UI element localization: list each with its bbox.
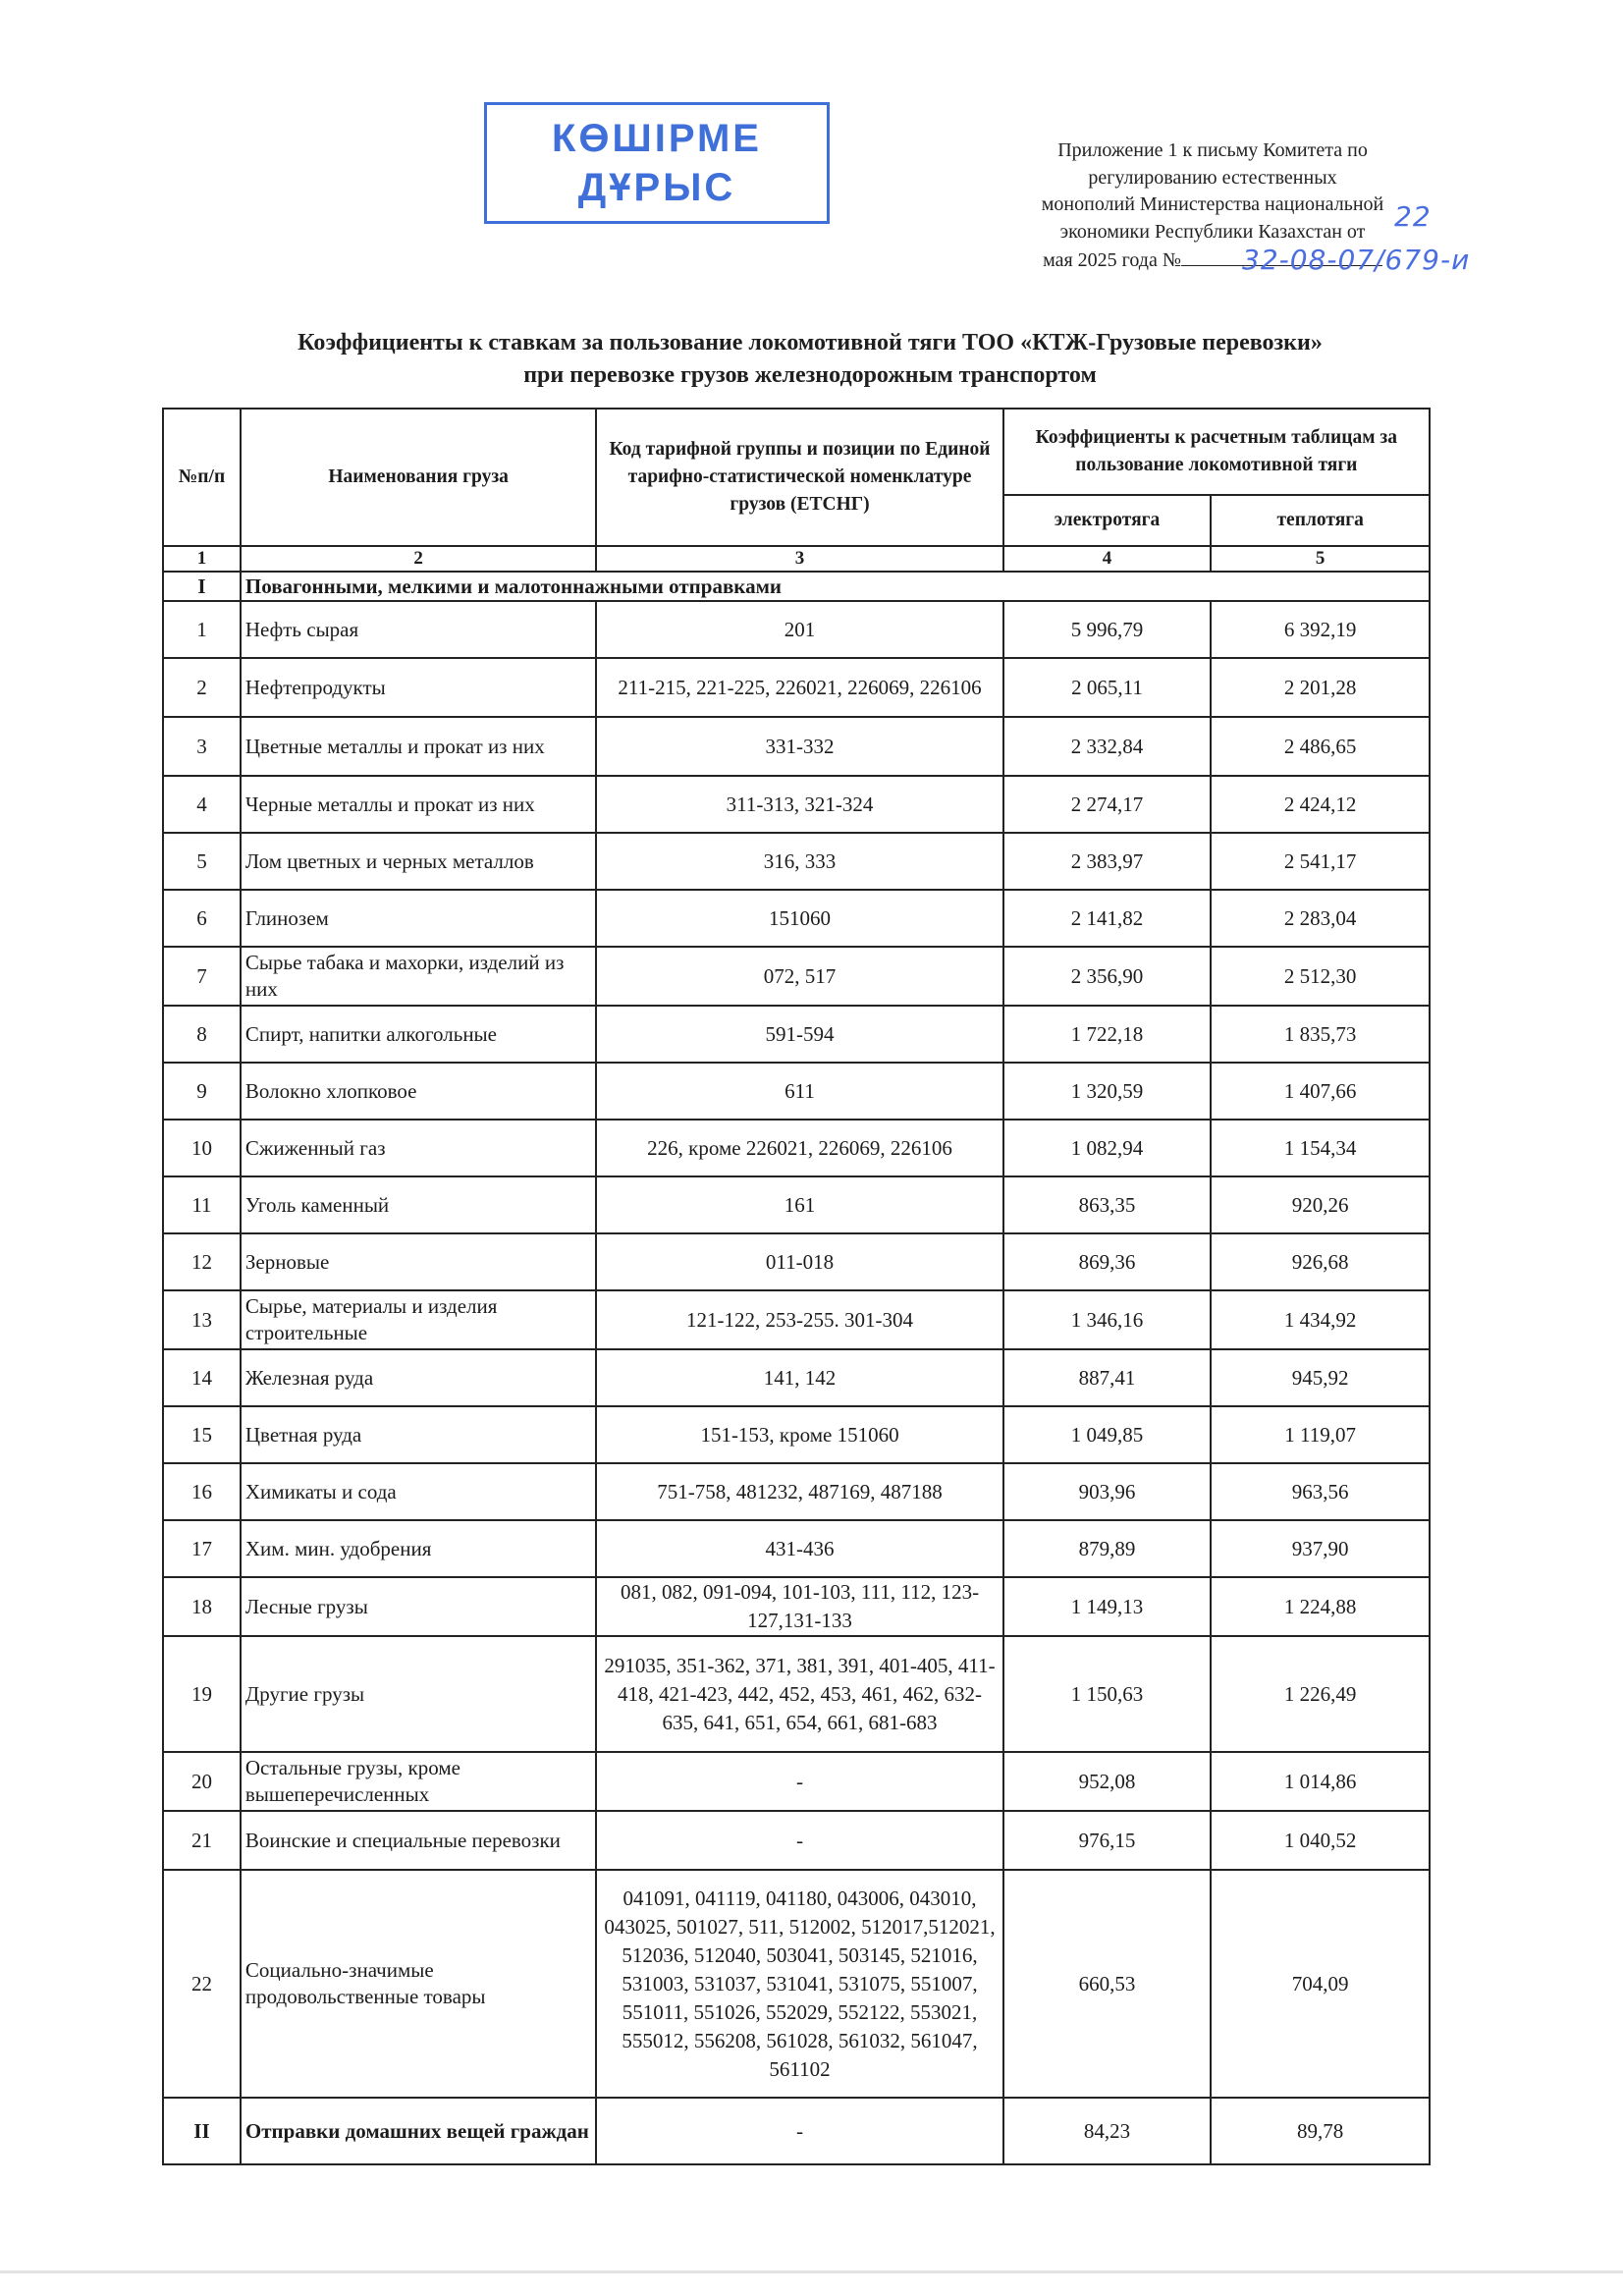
- scan-edge-line: [0, 2270, 1623, 2273]
- table-row: [163, 1752, 1430, 1811]
- row-num: 5: [163, 833, 241, 890]
- row-diesel: 1 407,66: [1211, 1063, 1430, 1120]
- row-num: 14: [163, 1349, 241, 1406]
- row-diesel: 2 201,28: [1211, 658, 1430, 717]
- row-electric: 1 346,16: [1003, 1290, 1212, 1349]
- appendix-line: экономики Республики Казахстан от: [1059, 220, 1366, 243]
- row-code: 316, 333: [596, 833, 1002, 890]
- row-diesel: 2 424,12: [1211, 776, 1430, 833]
- row-code: 072, 517: [596, 947, 1002, 1006]
- row-name: Спирт, напитки алкогольные: [241, 1006, 597, 1063]
- row-num: 7: [163, 947, 241, 1006]
- row-electric: 5 996,79: [1003, 601, 1212, 658]
- coefficients-table: [162, 408, 1431, 2165]
- row-code: 151-153, кроме 151060: [596, 1406, 1002, 1463]
- stamp-line-1: КӨШІРМЕ: [552, 117, 762, 160]
- col-number: 1: [163, 546, 241, 572]
- row-diesel: 704,09: [1211, 1870, 1430, 2098]
- row-name: Химикаты и сода: [241, 1463, 597, 1520]
- table-row: [163, 717, 1430, 776]
- row-diesel: 1 224,88: [1211, 1577, 1430, 1636]
- header-electric: электротяга: [1003, 495, 1212, 546]
- appendix-line: монополий Министерства национальной: [1041, 193, 1384, 215]
- row-code: 611: [596, 1063, 1002, 1120]
- row-electric: 903,96: [1003, 1463, 1212, 1520]
- row-name: Глинозем: [241, 890, 597, 947]
- row-diesel: 2 486,65: [1211, 717, 1430, 776]
- row-electric: 1 049,85: [1003, 1406, 1212, 1463]
- row-diesel: 1 119,07: [1211, 1406, 1430, 1463]
- row-code: 151060: [596, 890, 1002, 947]
- row-code: 141, 142: [596, 1349, 1002, 1406]
- appendix-line-date: мая 2025 года №: [1011, 246, 1414, 275]
- row-diesel: 1 040,52: [1211, 1811, 1430, 1870]
- col-number: 5: [1211, 546, 1430, 572]
- row-num: 2: [163, 658, 241, 717]
- section-title: Повагонными, мелкими и малотоннажными отправками: [241, 572, 1430, 601]
- row-electric: 887,41: [1003, 1349, 1212, 1406]
- table-row: [163, 1063, 1430, 1120]
- table-body: [163, 601, 1430, 2098]
- document-title: [147, 327, 1473, 392]
- row-electric: 976,15: [1003, 1811, 1212, 1870]
- row-num: 4: [163, 776, 241, 833]
- row-diesel: 1 014,86: [1211, 1752, 1430, 1811]
- row-code: 431-436: [596, 1520, 1002, 1577]
- header-name: Наименования груза: [241, 409, 597, 546]
- row-num: 18: [163, 1577, 241, 1636]
- title-line-2: при перевозке грузов железнодорожным транспортом: [523, 362, 1097, 388]
- handwritten-number: 32-08-07/679-и: [1242, 244, 1471, 276]
- header-coef-group: Коэффициенты к расчетным таблицам за пользование локомотивной тяги: [1003, 409, 1430, 495]
- handwritten-day: 22: [1394, 200, 1432, 233]
- row-code: 121-122, 253-255. 301-304: [596, 1290, 1002, 1349]
- row-code: -: [596, 2098, 1002, 2164]
- row-name: Лесные грузы: [241, 1577, 597, 1636]
- row-diesel: 2 512,30: [1211, 947, 1430, 1006]
- section-row: [163, 572, 1430, 601]
- table-row-section-2: [163, 2098, 1430, 2164]
- table-row: [163, 1006, 1430, 1063]
- row-num: 10: [163, 1120, 241, 1176]
- row-electric: 1 150,63: [1003, 1636, 1212, 1752]
- row-diesel: 6 392,19: [1211, 601, 1430, 658]
- col-number: 4: [1003, 546, 1212, 572]
- row-name: Другие грузы: [241, 1636, 597, 1752]
- row-num: 12: [163, 1233, 241, 1290]
- row-code: 011-018: [596, 1233, 1002, 1290]
- table-row: [163, 947, 1430, 1006]
- row-diesel: 1 154,34: [1211, 1120, 1430, 1176]
- row-name: Зерновые: [241, 1233, 597, 1290]
- row-num: 8: [163, 1006, 241, 1063]
- row-name: Нефтепродукты: [241, 658, 597, 717]
- row-diesel: 1 434,92: [1211, 1290, 1430, 1349]
- row-electric: 2 383,97: [1003, 833, 1212, 890]
- table-row: [163, 1290, 1430, 1349]
- row-name: Хим. мин. удобрения: [241, 1520, 597, 1577]
- appendix-line: Приложение 1 к письму Комитета по: [1057, 139, 1368, 161]
- table-row: [163, 1870, 1430, 2098]
- table-row: [163, 776, 1430, 833]
- row-code: 311-313, 321-324: [596, 776, 1002, 833]
- row-num: II: [163, 2098, 241, 2164]
- row-electric: 879,89: [1003, 1520, 1212, 1577]
- table-row: [163, 1233, 1430, 1290]
- row-name: Черные металлы и прокат из них: [241, 776, 597, 833]
- row-name: Железная руда: [241, 1349, 597, 1406]
- table-row: [163, 890, 1430, 947]
- row-diesel: 945,92: [1211, 1349, 1430, 1406]
- table-row: [163, 833, 1430, 890]
- row-code: -: [596, 1811, 1002, 1870]
- table-row: [163, 1636, 1430, 1752]
- row-diesel: 920,26: [1211, 1176, 1430, 1233]
- row-name: Нефть сырая: [241, 601, 597, 658]
- row-electric: 2 141,82: [1003, 890, 1212, 947]
- row-electric: 1 149,13: [1003, 1577, 1212, 1636]
- row-code: 161: [596, 1176, 1002, 1233]
- row-electric: 869,36: [1003, 1233, 1212, 1290]
- row-electric: 2 274,17: [1003, 776, 1212, 833]
- table-row: [163, 658, 1430, 717]
- row-electric: 660,53: [1003, 1870, 1212, 2098]
- row-electric: 1 722,18: [1003, 1006, 1212, 1063]
- row-code: 081, 082, 091-094, 101-103, 111, 112, 123-127,131-133: [596, 1577, 1002, 1636]
- header-diesel: теплотяга: [1211, 495, 1430, 546]
- col-number: 3: [596, 546, 1002, 572]
- row-diesel: 963,56: [1211, 1463, 1430, 1520]
- row-diesel: 1 835,73: [1211, 1006, 1430, 1063]
- header-code: Код тарифной группы и позиции по Единой тарифно-статистической номенклатуре грузов (ЕТСНГ): [596, 409, 1002, 546]
- table-row: [163, 1463, 1430, 1520]
- row-name: Уголь каменный: [241, 1176, 597, 1233]
- stamp-line-2: ДҰРЫС: [577, 166, 736, 209]
- col-number: 2: [241, 546, 597, 572]
- appendix-line: регулированию естественных: [1088, 166, 1337, 189]
- row-code: -: [596, 1752, 1002, 1811]
- table-row: [163, 601, 1430, 658]
- row-code: 041091, 041119, 041180, 043006, 043010, 043025, 501027, 511, 512002, 512017,512021, 512036, 512040, 503041, 503145, 521016, 531003, 531037, 531041, 531075, 551007, 551011, 551026, 552029, 552122, 553021, 555012, 556208, 561028, 561032, 561047, 561102: [596, 1870, 1002, 2098]
- row-num: 9: [163, 1063, 241, 1120]
- row-diesel: 937,90: [1211, 1520, 1430, 1577]
- table-row: [163, 1577, 1430, 1636]
- row-electric: 84,23: [1003, 2098, 1212, 2164]
- row-code: 201: [596, 601, 1002, 658]
- row-code: 751-758, 481232, 487169, 487188: [596, 1463, 1002, 1520]
- row-code: 211-215, 221-225, 226021, 226069, 226106: [596, 658, 1002, 717]
- row-name: Остальные грузы, кроме вышеперечисленных: [241, 1752, 597, 1811]
- row-num: 1: [163, 601, 241, 658]
- row-num: 21: [163, 1811, 241, 1870]
- row-num: 22: [163, 1870, 241, 2098]
- row-num: 11: [163, 1176, 241, 1233]
- row-code: 591-594: [596, 1006, 1002, 1063]
- row-num: 17: [163, 1520, 241, 1577]
- table-row: [163, 1120, 1430, 1176]
- row-num: 13: [163, 1290, 241, 1349]
- row-name: Социально-значимые продовольственные товары: [241, 1870, 597, 2098]
- row-num: 20: [163, 1752, 241, 1811]
- row-name: Отправки домашних вещей граждан: [241, 2098, 597, 2164]
- row-electric: 2 065,11: [1003, 658, 1212, 717]
- row-code: 291035, 351-362, 371, 381, 391, 401-405, 411-418, 421-423, 442, 452, 453, 461, 462, 632-635, 641, 651, 654, 661, 681-683: [596, 1636, 1002, 1752]
- row-num: 16: [163, 1463, 241, 1520]
- table-row: [163, 1520, 1430, 1577]
- table-row: [163, 1811, 1430, 1870]
- row-electric: 2 332,84: [1003, 717, 1212, 776]
- row-code: 331-332: [596, 717, 1002, 776]
- section-num: I: [163, 572, 241, 601]
- row-electric: 863,35: [1003, 1176, 1212, 1233]
- row-num: 3: [163, 717, 241, 776]
- copy-correct-stamp: [484, 102, 830, 224]
- table-row: [163, 1176, 1430, 1233]
- row-name: Лом цветных и черных металлов: [241, 833, 597, 890]
- row-name: Воинские и специальные перевозки: [241, 1811, 597, 1870]
- header-num: №п/п: [163, 409, 241, 546]
- table-row: [163, 1406, 1430, 1463]
- row-electric: 1 320,59: [1003, 1063, 1212, 1120]
- row-diesel: 2 283,04: [1211, 890, 1430, 947]
- row-name: Цветные металлы и прокат из них: [241, 717, 597, 776]
- row-name: Сырье табака и махорки, изделий из них: [241, 947, 597, 1006]
- row-electric: 2 356,90: [1003, 947, 1212, 1006]
- row-num: 6: [163, 890, 241, 947]
- row-code: 226, кроме 226021, 226069, 226106: [596, 1120, 1002, 1176]
- row-diesel: 89,78: [1211, 2098, 1430, 2164]
- row-name: Сырье, материалы и изделия строительные: [241, 1290, 597, 1349]
- row-name: Цветная руда: [241, 1406, 597, 1463]
- row-diesel: 926,68: [1211, 1233, 1430, 1290]
- row-diesel: 1 226,49: [1211, 1636, 1430, 1752]
- row-name: Волокно хлопковое: [241, 1063, 597, 1120]
- row-name: Сжиженный газ: [241, 1120, 597, 1176]
- row-num: 19: [163, 1636, 241, 1752]
- table-row: [163, 1349, 1430, 1406]
- row-electric: 952,08: [1003, 1752, 1212, 1811]
- title-line-1: Коэффициенты к ставкам за пользование локомотивной тяги ТОО «КТЖ-Грузовые перевозки»: [298, 330, 1323, 355]
- row-diesel: 2 541,17: [1211, 833, 1430, 890]
- row-electric: 1 082,94: [1003, 1120, 1212, 1176]
- row-num: 15: [163, 1406, 241, 1463]
